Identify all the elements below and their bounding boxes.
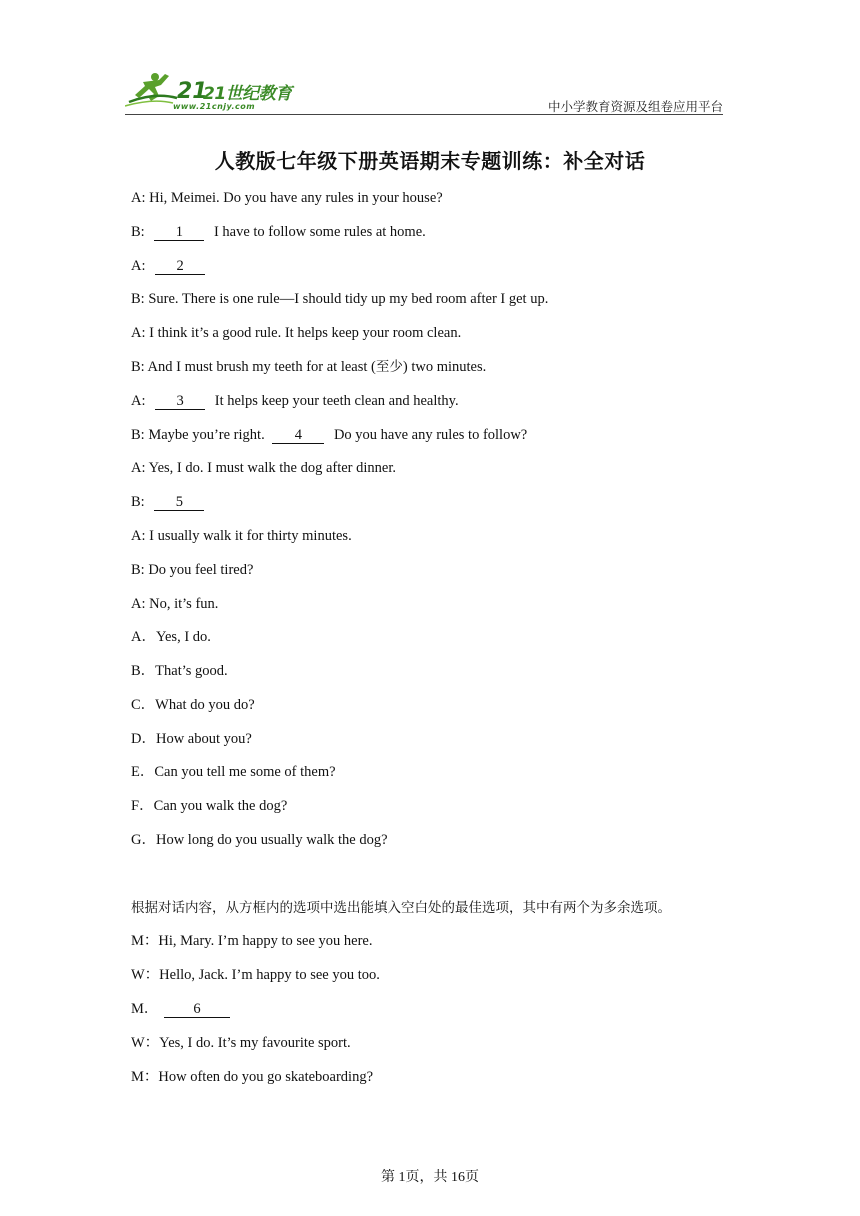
dialog-line — [131, 256, 207, 276]
dialog-line: A: No, it’s fun. — [131, 596, 219, 612]
line-text: I have to follow some rules at home. — [213, 224, 426, 240]
dialog-line: A: I usually walk it for thirty minutes. — [131, 528, 352, 544]
answer-blank[interactable]: 3 — [155, 393, 205, 410]
speaker: A: — [131, 393, 146, 409]
dialog-line — [131, 492, 206, 512]
speaker: M． — [131, 1001, 159, 1017]
dialog-line: B: Do you feel tired? — [131, 562, 254, 578]
dialog-line: M：How often do you go skateboarding? — [131, 1069, 374, 1085]
dialog-line: W：Hello, Jack. I’m happy to see you too. — [131, 967, 380, 983]
site-slogan: 中小学教育资源及组卷应用平台 — [547, 99, 723, 114]
chinese-gloss: 至少 — [375, 359, 403, 375]
instruction: 根据对话内容，从方框内的选项中选出能填入空白处的最佳选项，其中有两个为多余选项。 — [131, 900, 671, 916]
option-f: F．Can you walk the dog? — [131, 798, 288, 814]
answer-blank[interactable]: 2 — [155, 258, 205, 275]
dialog-line: W：Yes, I do. It’s my favourite sport. — [131, 1035, 351, 1051]
page-header — [125, 68, 723, 114]
option-e: E．Can you tell me some of them? — [131, 764, 336, 780]
dialog-line: A: Hi, Meimei. Do you have any rules in your house? — [131, 190, 443, 206]
line-text: It helps keep your teeth clean and healthy. — [214, 393, 459, 409]
dialog-line: M：Hi, Mary. I’m happy to see you here. — [131, 933, 373, 949]
svg-text:21: 21 — [177, 79, 208, 104]
line-text: B: Maybe you’re right. — [131, 427, 265, 443]
line-text: B: And I must brush my teeth for at least ( — [131, 359, 376, 375]
dialog-line — [131, 425, 527, 445]
dialog-line: B: Sure. There is one rule—I should tidy up my bed room after I get up. — [131, 291, 549, 307]
speaker: A: — [131, 258, 146, 274]
option-b: B．That’s good. — [131, 663, 228, 679]
header-divider — [125, 114, 723, 115]
dialog-line — [131, 357, 486, 377]
logo-title: 21世纪教育 — [203, 84, 292, 104]
dialog-line — [131, 391, 459, 411]
dialog-line: A: I think it’s a good rule. It helps keep your room clean. — [131, 325, 462, 341]
logo-url: www.21cnjy.com — [173, 102, 256, 111]
answer-blank[interactable]: 5 — [154, 494, 204, 511]
speaker: B: — [131, 224, 145, 240]
answer-blank[interactable]: 4 — [272, 427, 324, 444]
dialog-line — [131, 999, 232, 1019]
dialog-line: A: Yes, I do. I must walk the dog after dinner. — [131, 460, 396, 476]
page-footer: 第 1页，共 16页 — [381, 1170, 479, 1185]
answer-blank[interactable]: 6 — [164, 1001, 230, 1018]
logo — [125, 68, 295, 114]
option-c: C．What do you do? — [131, 697, 255, 713]
option-a: A．Yes, I do. — [131, 629, 211, 645]
dialog-line — [131, 222, 426, 242]
option-g: G．How long do you usually walk the dog? — [131, 832, 388, 848]
page-title: 人教版七年级下册英语期末专题训练：补全对话 — [214, 149, 646, 173]
speaker: B: — [131, 494, 145, 510]
line-text: Do you have any rules to follow? — [333, 427, 528, 443]
line-text: ) two minutes. — [402, 359, 487, 375]
answer-blank[interactable]: 1 — [154, 224, 204, 241]
option-d: D．How about you? — [131, 731, 252, 747]
